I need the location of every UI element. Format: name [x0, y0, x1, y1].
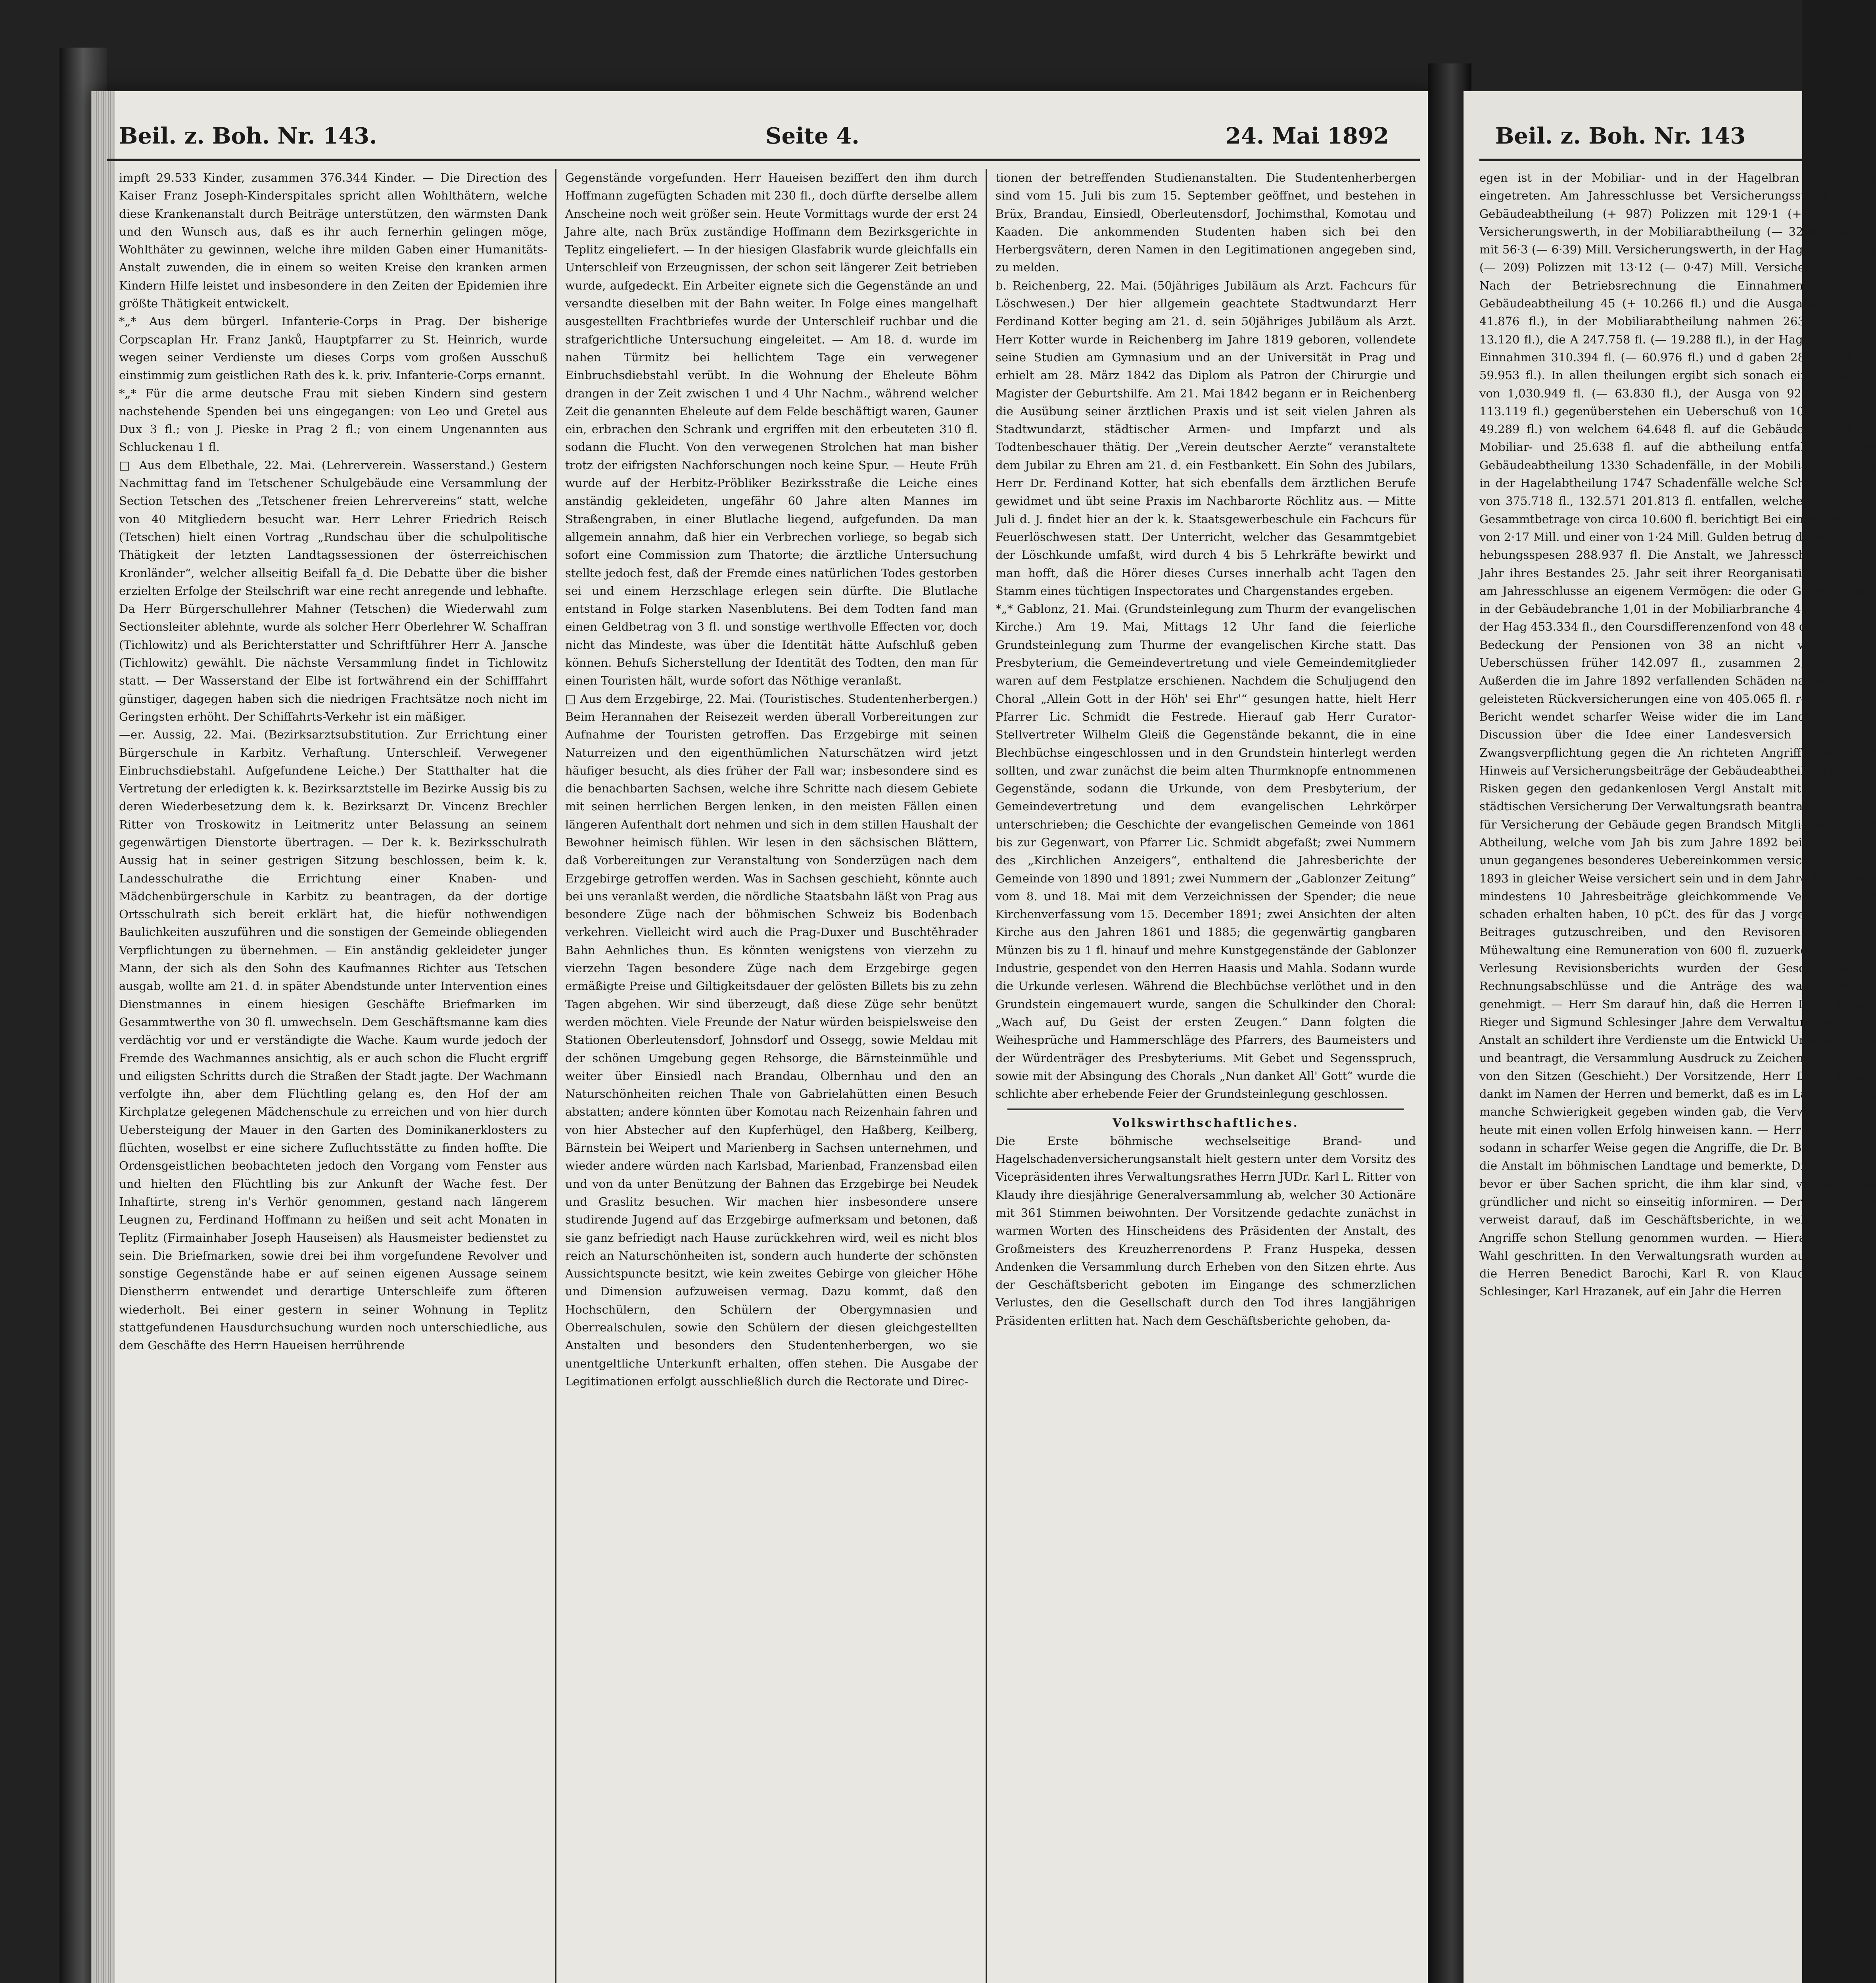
facing-issue-label: Beil. z. Boh. Nr. 143	[1495, 123, 1746, 149]
facing-header-rule	[1479, 159, 1802, 161]
facing-page	[1464, 91, 1876, 1983]
page-stack-edge	[91, 91, 115, 1983]
section-rule	[1007, 1108, 1404, 1110]
facing-column-text: egen ist in der Mobiliar- und in der Hagelbran Rückschlag eingetreten. Am Jahresschlusse bet Versicherungsstand in der Gebäudeabtheilung (+ 987) Polizzen mit 129·1 (+ 3·13) Mill. Versicherungswerth, in der Mobiliarabtheilung (— 3294) Polizzen mit 56·3 (— 6·39) Mill. Versicherungswerth, in der Hagelabtheilung (— 209) Polizzen mit 13·12 (— 0·47) Mill. Versicherungswerth. Nach der Betriebsrechnung die Einnahmen in der Gebäudeabtheilung 45 (+ 10.266 fl.) und die Ausgaben 392 (— 41.876 fl.), in der Mobiliarabtheilung nahmen 263.574 fl. (— 13.120 fl.), die A 247.758 fl. (— 19.288 fl.), in der Hagelabtheilung Einnahmen 310.394 fl. (— 60.976 fl.) und d gaben 284.757 fl. (— 59.953 fl.). In allen theilungen ergibt sich sonach eine Gesammt von 1,030.949 fl. (— 63.830 fl.), der Ausga von 929.847 fl. (— 113.119 fl.) gegenüberstehen ein Ueberschuß von 106.102 fl. (— 49.289 fl.) von welchem 64.648 fl. auf die Gebäude-, 1 auf die Mobiliar- und 25.638 fl. auf die abtheilung entfallen. In der Gebäudeabtheilung 1330 Schadenfälle, in der Mobiliarabtheilung in der Hagelabtheilung 1747 Schadenfälle welche Schadenersätze von 375.718 fl., 132.571 201.813 fl. entfallen, welche drei Posten Gesammtbetrage von circa 10.600 fl. berichtigt Bei einem Umsatze von 2·17 Mill. und einer von 1·24 Mill. Gulden betrug die Regie und hebungsspesen 288.937 fl. Die Anstalt, we Jahresschluß das 64. Jahr ihres Bestandes 25. Jahr seit ihrer Reorganisation vollendet am Jahresschlusse an eigenem Vermögen: die oder Garantiefonde in der Gebäudebranche 1,01 in der Mobiliarbranche 451.997 fl., in der Hag 453.334 fl., den Coursdifferenzenfond von 48 den Fond zur Bedeckung der Pensionen von 38 an nicht verbrauchten Ueberschüssen früher 142.097 fl., zusammen 2,488.686 fl. Außerden die im Jahre 1892 verfallenden Schäden na der bereits geleisteten Rückversicherungen eine von 405.065 fl. reservirt. Der Bericht wendet scharfer Weise wider die im Landtage anläßl Discussion über die Idee einer Landesversich anstalt mit Zwangsverpflichtung gegen die An richteten Angriffe und unter Hinweis auf Versicherungsbeiträge der Gebäudeabtheilung heit der Risken gegen den gedankenlosen Vergl Anstalt mit der Prager städtischen Versicherung Der Verwaltungsrath beantragt, in der An für Versicherung der Gebäude gegen Brandsch Mitgliedern dieser Abtheilung, welche vom Jah bis zum Jahre 1892 bei der Anstalt unun gegangenes besonderes Uebereinkommen versicher im Jahre 1893 in gleicher Weise versichert sein und in dem Jahre 1891 keine mindestens 10 Jahresbeiträge gleichkommende Vergütung für schaden erhalten haben, 10 pCt. des für das J vorgeschriebenen Beitrages gutzuschreiben, und den Revisoren für ihre Mühewaltung eine Remuneration von 600 fl. zuzuerkennen. Nach Verlesung Revisionsberichts wurden der Geschäftsbericht Rechnungsabschlüsse und die Anträge des waltungsrathes genehmigt. — Herr Sm darauf hin, daß die Herren Dr. v. Klaudy Rieger und Sigmund Schlesinger Jahre dem Verwaltungsrathe der Anstalt an schildert ihre Verdienste um die Entwickl Unternehmens und beantragt, die Versammlung Ausdruck zu Zeichen des Dankes von den Sitzen (Geschieht.) Der Vorsitzende, Herr Dr. v. Klaudy dankt im Namen der Herren und bemerkt, daß es im Laufe der Zeit manche Schwierigkeit gegeben winden gab, die Verwaltung aber heute mit einen vollen Erfolg hinweisen kann. — Herr wendet sich sodann in scharfer Weise gegen die Angriffe, die Dr. Bojatys gegen die Anstalt im böhmischen Landtage und bemerkte, Dr. sollte sich, bevor er über Sachen spricht, die ihm klar sind, vorher etwas gründlicher und nicht so einseitig informiren. — Der Vorsitzende verweist darauf, daß im Geschäftsberichte, in welchem diese Angriffe schon Stellung genommen wurden. — Hierauf wird zur Wahl geschritten. In den Verwaltungsrath wurden auf drei Jahre die Herren Benedict Barochi, Karl R. von Klaudy, Sigmund Schlesinger, Karl Hrazanek, auf ein Jahr die Herren	[1479, 171, 1876, 1298]
column-3	[996, 169, 1416, 1983]
column-3-paragraph: tionen der betreffenden Studienanstalten. Die Studentenherbergen sind vom 15. Juli bis zum 15. September geöffnet, und bestehen in Brüx, Brandau, Einsiedl, Oberleutensdorf, Jochimsthal, Komotau und Kaaden. Die ankommenden Studenten haben sich bei den Herbergsvätern, deren Namen in den Legitimationen angegeben sind, zu melden.	[996, 171, 1416, 274]
column-2-paragraph: □ Aus dem Erzgebirge, 22. Mai. (Touristisches. Studentenherbergen.) Beim Herannahen der Reisezeit werden überall Vorbereitungen zur Aufnahme der Touristen getroffen. Das Erzgebirge mit seinen Naturreizen und den eigenthümlichen Naturschätzen wird jetzt häufiger besucht, als dies früher der Fall war; insbesondere sind es die benachbarten Sachsen, welche ihre Schritte nach diesem Gebiete mit seinen herrlichen Bergen lenken, in den meisten Fällen einen längeren Aufenthalt dort nehmen und sich in dem stillen Haushalt der Bewohner heimisch fühlen. Wir lesen in den sächsischen Blättern, daß Vorbereitungen zur Veranstaltung von Sonderzügen nach dem Erzgebirge getroffen werden. Was in Sachsen geschieht, könnte auch bei uns veranlaßt werden, die nördliche Staatsbahn läßt von Prag aus besondere Züge nach der böhmischen Schweiz bis Bodenbach verkehren. Vielleicht wird auch die Prag-Duxer und Buschtěhrader Bahn Aehnliches thun. Es könnten wenigstens von vierzehn zu vierzehn Tagen besondere Züge nach dem Erzgebirge gegen ermäßigte Preise und Giltigkeitsdauer der gelösten Billets bis zu zehn Tagen abgehen. Wir sind überzeugt, daß diese Züge sehr benützt werden möchten. Viele Freunde der Natur würden beispielsweise den Stationen Oberleutensdorf, Johnsdorf und Ossegg, sowie Meldau mit der schönen Umgebung gegen Rehsorge, die Bärnsteinmühle und weiter über Einsiedl nach Brandau, Olbernhau und den an Naturschönheiten reichen Thale von Gabrielahütten einen Besuch abstatten; andere könnten über Komotau nach Reizenhain fahren und von hier Abstecher auf den Kupferhügel, den Haßberg, Keilberg, Bärnstein bei Weipert und Marienberg in Sachsen unternehmen, und wieder andere würden nach Karlsbad, Marienbad, Franzensbad eilen und von da unter Benützung der Bahnen das Erzgebirge bei Neudek und Graslitz besuchen. Wir machen hier insbesondere unsere studirende Jugend auf das Erzgebirge aufmerksam und betonen, daß sie ganz befriedigt nach Hause zurückkehren wird, weil es nicht blos reich an Naturschönheiten ist, sondern auch hunderte der schönsten Aussichtspuncte besitzt, wie kein zweites Gebirge von gleicher Höhe und Dimension aufzuweisen vermag. Dazu kommt, daß den Hochschülern, den Schülern der Obergymnasien und Oberrealschulen, sowie den Schülern der diesen gleichgestellten Anstalten und besonders den Studentenherbergen, wo sie unentgeltliche Unterkunft erhalten, offen stehen. Die Ausgabe der Legitimationen erfolgt ausschließlich durch die Rectorate und Direc-	[565, 692, 978, 1388]
issue-label: Beil. z. Boh. Nr. 143.	[119, 123, 377, 149]
facing-page-header	[1464, 123, 1802, 159]
column-1-paragraph: impft 29.533 Kinder, zusammen 376.344 Kinder. — Die Direction des Kaiser Franz Joseph-Kinderspitales spricht allen Wohlthätern, welche diese Krankenanstalt durch Beiträge unterstützen, den wärmsten Dank und den Wunsch aus, daß es ihr auch fernerhin gelingen möge, Wohlthäter zu gewinnen, welche ihre milden Gaben einer Humanitäts-Anstalt zuwenden, die in einem so weiten Kreise den kranken armen Kindern Hilfe leistet und insbesondere in den Zeiten der Epidemien ihre größte Thätigkeit entwickelt.	[119, 171, 547, 311]
page-header	[91, 123, 1436, 159]
column-divider	[555, 169, 556, 1983]
column-divider	[986, 169, 987, 1983]
header-rule	[107, 159, 1420, 161]
page-number: Seite 4.	[765, 123, 859, 149]
column-1-paragraph: *„* Aus dem bürgerl. Infanterie-Corps in Prag. Der bisherige Corpscaplan Hr. Franz Janků, Hauptpfarrer zu St. Heinrich, wurde wegen seiner Verdienste um dieses Corps vom großen Ausschuß einstimmig zum geistlichen Rath des k. k. priv. Infanterie-Corps ernannt.	[119, 315, 547, 382]
issue-date: 24. Mai 1892	[1226, 123, 1389, 149]
column-1-paragraph: —er. Aussig, 22. Mai. (Bezirksarztsubstitution. Zur Errichtung einer Bürgerschule in Karbitz. Verhaftung. Unterschleif. Verwegener Einbruchsdiebstahl. Aufgefundene Leiche.) Der Statthalter hat die Vertretung der erledigten k. k. Bezirksarztstelle im Bezirke Aussig bis zu deren Wiederbesetzung dem k. k. Bezirksarzt Dr. Vincenz Brechler Ritter von Troskowitz in Leitmeritz unter Belassung an seinem gegenwärtigen Dienstorte übertragen. — Der k. k. Bezirksschulrath Aussig hat in seiner gestrigen Sitzung beschlossen, beim k. k. Landesschulrathe die Errichtung einer Knaben- und Mädchenbürgerschule in Karbitz zu beantragen, da der dortige Ortsschulrath sich bereit erklärt hat, die hiefür nothwendigen Baulichkeiten auszuführen und die sonstigen der Gemeinde obliegenden Verpflichtungen zu übernehmen. — Ein anständig gekleideter junger Mann, der sich als den Sohn des Kaufmannes Richter aus Tetschen ausgab, wollte am 21. d. in später Abendstunde unter Intervention eines Dienstmannes in einem hiesigen Geschäfte Briefmarken im Gesammtwerthe von 30 fl. umwechseln. Dem Geschäftsmanne kam dies verdächtig vor und er verständigte die Wache. Kaum wurde jedoch der Fremde des Wachmannes ansichtig, als er auch schon die Flucht ergriff und eiligsten Schritts durch die Straßen der Stadt jagte. Der Wachmann verfolgte ihn, aber dem Flüchtling gelang es, den Hof der am Kirchplatze gelegenen Mädchenschule zu erreichen und von hier durch Uebersteigung der Mauer in den Garten des Dominikanerklosters zu flüchten, woselbst er eine sichere Zufluchtsstätte zu finden hoffte. Die Ordensgeistlichen beobachteten jedoch den Vorgang vom Fenster aus und hielten den Flüchtling bis zur Ankunft der Wache fest. Der Inhaftirte, streng in's Verhör genommen, gestand nach längerem Leugnen zu, Ferdinand Hoffmann zu heißen und seit acht Monaten in Teplitz (Firmainhaber Joseph Hauseisen) als Hausmeister bedienstet zu sein. Die Briefmarken, sowie drei bei ihm vorgefundene Revolver und sonstige Gegenstände habe er auf seinen eigenen Aussage seinem Dienstherrn entwendet und derartige Unterschleife zum öfteren wiederholt. Bei einer gestern in seiner Wohnung in Teplitz stattgefundenen Hausdurchsuchung wurden noch unterschiedliche, aus dem Geschäfte des Herrn Haueisen herrührende	[119, 728, 547, 1352]
facing-column	[1479, 169, 1876, 1983]
column-2	[565, 169, 978, 1983]
column-2-paragraph: Gegenstände vorgefunden. Herr Haueisen beziffert den ihm durch Hoffmann zugefügten Schaden mit 230 fl., doch dürfte derselbe allem Anscheine noch weit größer sein. Heute Vormittags wurde der erst 24 Jahre alte, nach Brüx zuständige Hoffmann dem Bezirksgerichte in Teplitz eingeliefert. — In der hiesigen Glasfabrik wurde gleichfalls ein Unterschleif von Erzeugnissen, der schon seit längerer Zeit betrieben wurde, aufgedeckt. Ein Arbeiter eignete sich die Gegenstände an und versandte dieselben mit der Bahn weiter. In Folge eines mangelhaft ausgestellten Frachtbriefes wurde der Unterschleif ruchbar und die strafgerichtliche Untersuchung eingeleitet. — Am 18. d. wurde im nahen Türmitz bei hellichtem Tage ein verwegener Einbruchsdiebstahl verübt. In die Wohnung der Eheleute Böhm drangen in der Zeit zwischen 1 und 4 Uhr Nachm., während welcher Zeit die genannten Eheleute auf dem Felde beschäftigt waren, Gauner ein, erbrachen den Schrank und ergriffen mit den erbeuteten 310 fl. sodann die Flucht. Von den verwegenen Strolchen hat man bisher trotz der eifrigsten Nachforschungen noch keine Spur. — Heute Früh wurde auf der Herbitz-Pröbliker Bezirksstraße die Leiche eines anständig gekleideten, ungefähr 60 Jahre alten Mannes im Straßengraben, in einer Blutlache liegend, aufgefunden. Da man allgemein annahm, daß hier ein Verbrechen vorliege, so begab sich sofort eine Commission zum Thatorte; die ärztliche Untersuchung stellte jedoch fest, daß der Fremde eines natürlichen Todes gestorben sei und einem Herzschlage erlegen sein dürfte. Die Blutlache entstand in Folge starken Nasenblutens. Bei dem Todten fand man einen Geldbetrag von 3 fl. und sonstige werthvolle Effecten vor, doch nicht das Mindeste, was über die Identität hätte Aufschluß geben können. Behufs Sicherstellung der Identität des Todten, den man für einen Touristen hält, wurde sofort das Nöthige veranlaßt.	[565, 171, 978, 688]
section-title: Volkswirthschaftliches.	[1113, 1116, 1299, 1130]
column-1-paragraph: □ Aus dem Elbethale, 22. Mai. (Lehrerverein. Wasserstand.) Gestern Nachmittag fand im Tetschener Schulgebäude eine Versammlung der Section Tetschen des „Tetschener freien Lehrervereins“ statt, welche von 40 Mitgliedern besucht war. Herr Lehrer Friedrich Reisch (Tetschen) hielt einen Vortrag „Rundschau über die schulpolitische Thätigkeit der letzten Landtagssessionen der österreichischen Kronländer“, welcher allseitig Beifall fa_d. Die Debatte über die bisher erzielten Erfolge der Steilschrift war eine recht anregende und lebhafte. Da Herr Bürgerschullehrer Mahner (Tetschen) die Wiederwahl zum Sectionsleiter ablehnte, wurde als solcher Herr Oberlehrer W. Schaffran (Tichlowitz) und als Berichterstatter und Schriftführer Herr A. Jansche (Tichlowitz) gewählt. Die nächste Versammlung findet in Tichlowitz statt. — Der Wasserstand der Elbe ist fortwährend ein der Schifffahrt günstiger, dagegen haben sich die niedrigen Frachtsätze noch nicht im Geringsten erhöht. Der Schiffahrts-Verkehr ist ein mäßiger.	[119, 458, 547, 723]
column-1-paragraph: *„* Für die arme deutsche Frau mit sieben Kindern sind gestern nachstehende Spenden bei uns eingegangen: von Leo und Gretel aus Dux 3 fl.; von J. Pieske in Prag 2 fl.; von einem Ungenannten aus Schluckenau 1 fl.	[119, 386, 547, 454]
column-3-paragraph: *„* Gablonz, 21. Mai. (Grundsteinlegung zum Thurm der evangelischen Kirche.) Am 19. Mai, Mittags 12 Uhr fand die feierliche Grundsteinlegung zum Thurme der evangelischen Kirche statt. Das Presbyterium, die Gemeindevertretung und viele Gemeindemitglieder waren auf dem Festplatze erschienen. Nachdem die Schuljugend den Choral „Allein Gott in der Höh' sei Ehr'“ gesungen hatte, hielt Herr Pfarrer Lic. Schmidt die Festrede. Hierauf gab Herr Curator-Stellvertreter Wilhelm Gleiß die Gegenstände bekannt, die in eine Blechbüchse eingeschlossen und in den Grundstein hinterlegt werden sollten, und zwar zunächst die beim alten Thurmknopfe entnommenen Gegenstände, sodann die Urkunde, von dem Presbyterium, der Gemeindevertretung und dem evangelischen Lehrkörper unterschrieben; die Geschichte der evangelischen Gemeinde von 1861 bis zur Gegenwart, von Pfarrer Lic. Schmidt abgefaßt; zwei Nummern des „Kirchlichen Anzeigers“, enthaltend die Jahresberichte der Gemeinde von 1890 und 1891; zwei Nummern der „Gablonzer Zeitung“ vom 8. und 18. Mai mit dem Verzeichnissen der Spender; die neue Kirchenverfassung vom 15. December 1891; zwei Ansichten der alten Kirche aus den Jahren 1861 und 1885; die gegenwärtig gangbaren Münzen bis zu 1 fl. hinauf und mehre Kunstgegenstände der Gablonzer Industrie, gespendet von den Herren Haasis und Mahla. Sodann wurde die Urkunde verlesen. Während die Blechbüchse verlöthet und in den Grundstein eingemauert wurde, sangen die Schulkinder den Choral: „Wach auf, Du Geist der ersten Zeugen.“ Dann folgten die Weihesprüche und Hammerschläge des Pfarrers, des Baumeisters und der Würdenträger des Presbyteriums. Mit Gebet und Segensspruch, sowie mit der Absingung des Chorals „Nun danket All' Gott“ wurde die schlichte aber erhebende Feier der Grundsteinlegung geschlossen.	[996, 602, 1416, 1101]
column-1	[119, 169, 547, 1983]
newspaper-page	[91, 91, 1436, 1983]
section-paragraph: Die Erste böhmische wechselseitige Brand- und Hagelschadenversicherungsanstalt hielt gestern unter dem Vorsitz des Vicepräsidenten ihres Verwaltungsrathes Herrn JUDr. Karl L. Ritter von Klaudy ihre diesjährige Generalversammlung ab, welcher 30 Actionäre mit 361 Stimmen beiwohnten. Der Vorsitzende gedachte zunächst in warmen Worten des Hinscheidens des Präsidenten der Anstalt, des Großmeisters des Kreuzherrenordens P. Franz Huspeka, dessen Andenken die Versammlung durch Erheben von den Sitzen ehrte. Aus der Geschäftsbericht geboten im Eingange des schmerzlichen Verlustes, den die Gesellschaft durch den Tod ihres langjährigen Präsidenten erlitten hat. Nach dem Geschäftsberichte gehoben, da-	[996, 1134, 1416, 1327]
column-3-paragraph: b. Reichenberg, 22. Mai. (50jähriges Jubiläum als Arzt. Fachcurs für Löschwesen.) Der hier allgemein geachtete Stadtwundarzt Herr Ferdinand Kotter beging am 21. d. sein 50jähriges Jubiläum als Arzt. Herr Kotter wurde in Reichenberg im Jahre 1819 geboren, vollendete seine Studien am Gymnasium und an der Universität in Prag und erhielt am 28. März 1842 das Diplom als Patron der Chirurgie und Magister der Geburtshilfe. Am 21. Mai 1842 begann er in Reichenberg die Ausübung seiner ärztlichen Praxis und ist seit vielen Jahren als Stadtwundarzt, städtischer Armen- und Impfarzt und als Todtenbeschauer thätig. Der „Verein deutscher Aerzte“ veranstaltete dem Jubilar zu Ehren am 21. d. ein Festbankett. Ein Sohn des Jubilars, Herr Dr. Ferdinand Kotter, hat sich ebenfalls dem ärztlichen Berufe gewidmet und übt seine Praxis im Nachbarorte Röchlitz aus. — Mitte Juli d. J. findet hier an der k. k. Staatsgewerbeschule ein Fachcurs für Feuerlöschwesen statt. Der Unterricht, welcher das Gesammtgebiet der Löschkunde umfaßt, wird durch 4 bis 5 Lehrkräfte bewirkt und man hofft, daß die Hörer dieses Curses innerhalb acht Tagen den Stamm eines tüchtigen Inspectorates und Chargenstandes ergeben.	[996, 278, 1416, 598]
